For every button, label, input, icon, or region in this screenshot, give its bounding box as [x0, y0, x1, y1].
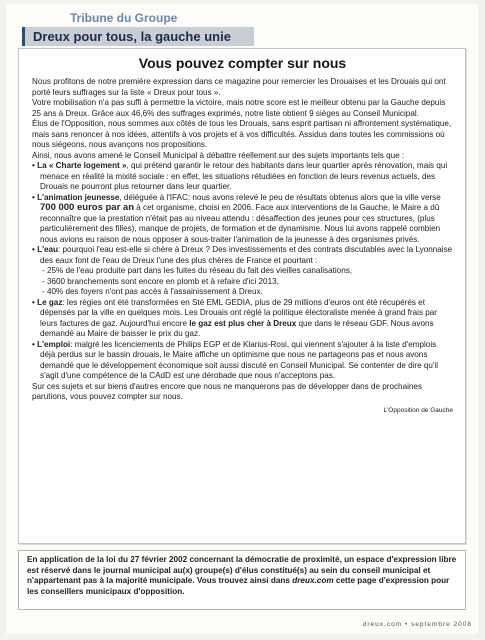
eau-point-assainissement: - 40% des foyers n'ont pas accès à l'assainissement à Dreux.: [42, 287, 263, 296]
section-header: [22, 12, 254, 46]
bullet-gaz: [32, 298, 453, 340]
bullet-text: que dans le réseau GDF. Nous avons demandé au Maire de baisser le prix du gaz.: [40, 318, 434, 338]
legal-note-text: cette page d'expression pour les conseillers municipaux d'opposition.: [27, 576, 450, 596]
bullet-text: à cet organisme, choisi en 2006. Face aux interventions de la Gauche, le Maire a dû reconnaître que la prestation n'était pas au niveau attendu : désaffection des jeunes pour ces structures, (plus particulièrement des filles), manque de projets, de formation et de dynamisme. Nous lui avons rappelé combien nous avions eu raison de nous opposer à sous-traiter l'animation de la jeunesse à des organismes privés.: [40, 203, 441, 244]
bullet-head: La « Charte logement »: [37, 161, 127, 170]
bullet-logement: [32, 161, 453, 193]
eau-point-plomb: - 3600 branchements sont encore en plomb et à refaire d'ici 2013,: [42, 276, 279, 286]
bullet-dot: •: [32, 297, 38, 307]
magazine-page: [6, 4, 478, 634]
page-footer: dreux.com • septembre 2008: [362, 621, 472, 628]
bullet-head: Le gaz: [37, 297, 63, 307]
site-name: dreux.com: [292, 576, 334, 585]
bullet-text: : malgré les licenciements de Philips EGP et de Klarius-Rosi, qui viennent s'ajouter à la liste d'emplois déjà perdus sur le bassin drouais, le Maire affiche un optimisme que nous ne partageons pas et nous avons demandé que le développement économique soit aussi discuté en Conseil Municipal. Se contenter de dire qu'il s'agit d'une compétence de la CAdD est une dérobade que nous n'acceptons pas.: [40, 339, 439, 380]
bullet-text: : les régies ont été transformées en Sté EML GEDIA, plus de 29 millions d'euros ont été récupérés et dépensés par la ville en quelques mois. Les Drouais ont réglé la politique électoraliste menée à grand frais par leurs factures de gaz. Aujourd'hui encore: [40, 297, 438, 328]
legal-note-box: [18, 550, 466, 610]
signature: L'Opposition de Gauche: [383, 406, 453, 414]
legal-note-text: En application de la loi du 27 février 2002 concernant la démocratie de proximité, un espace d'expression libre est réservé dans le journal municipal au(x) groupe(s) d'élus constitué(s) au sein du conseil municipal et n'appartenant pas à la majorité municipale. Vous trouvez ainsi dans: [27, 555, 457, 585]
bullet-dot: •: [32, 192, 38, 202]
paragraph-topics-intro: Ainsi, nous avons amené le Conseil Municipal à débattre réellement sur des sujets importants tels que :: [32, 150, 405, 160]
group-title: Dreux pour tous, la gauche unie: [22, 27, 254, 46]
article-box: [18, 48, 466, 544]
bullet-dot: •: [32, 245, 38, 254]
amount-highlight: 700 000 euros par an: [40, 202, 134, 213]
section-tag: Tribune du Groupe: [70, 11, 178, 25]
bullet-dot: •: [32, 339, 38, 349]
bullet-text: , déléguée à l'IFAC: nous avons relevé le peu de résultats obtenus alors que la ville verse: [119, 192, 441, 202]
article-title: Vous pouvez compter sur nous: [138, 55, 347, 71]
eau-point-fuites: - 25% de l'eau produite part dans les fuites du réseau du fait des vieilles canalisations,: [42, 266, 353, 275]
bullet-eau: [32, 245, 453, 266]
bullet-head: L'eau: [37, 245, 59, 254]
paragraph-opposition: Élus de l'Opposition, nous sommes aux côtés de tous les Drouais, sans esprit partisan ni affrontement systématique, mais sans renoncer à nos idées, attentifs à vos projets et à vos difficultés. Assidus dans toutes les commissions où nous siégeons, nous avançons nos propositions.: [32, 119, 452, 149]
bullet-head: L'animation jeunesse: [37, 192, 120, 202]
bullet-head: L'emploi: [37, 339, 71, 349]
paragraph-intro: Nous profitons de notre première expression dans ce magazine pour remercier les Drouaises et les Drouais qui ont porté leurs suffrages sur la liste « Dreux pour tous ».: [32, 77, 446, 97]
bullet-text: : pourquoi l'eau est-elle si chère à Dreux ? Des investissements et des contrats discutables avec la Lyonnaise des eaux font de l'eau de Dreux l'une des plus chères de France et pourtant :: [40, 245, 453, 265]
paragraph-result: Votre mobilisation n'a pas suffi à permettre la victoire, mais notre score est le meilleur obtenu par la Gauche depuis 25 ans à Dreux. Grâce aux 46,6% des suffrages exprimés, notre liste obtient 9 sièges au Conseil Municipal.: [32, 98, 446, 118]
paragraph-closing: Sur ces sujets et sur biens d'autres encore que nous ne manquerons pas de développer dans de prochaines parutions, vous pouvez compter sur nous.: [32, 381, 422, 401]
bullet-emploi: [32, 340, 453, 382]
gaz-highlight: le gaz est plus cher à Dreux: [189, 318, 297, 328]
bullet-text: , qui prétend garantir le retour des habitants dans leur quartier après rénovation, mais qui menace en réalité la mixité sociale : en effet, les situations rétudiées en fonction de leurs revenus actuels, des Drouais ne pourront plus retourner dans leur quartier.: [40, 161, 448, 191]
bullet-jeunesse: [32, 193, 453, 246]
bullet-dot: •: [32, 161, 38, 170]
